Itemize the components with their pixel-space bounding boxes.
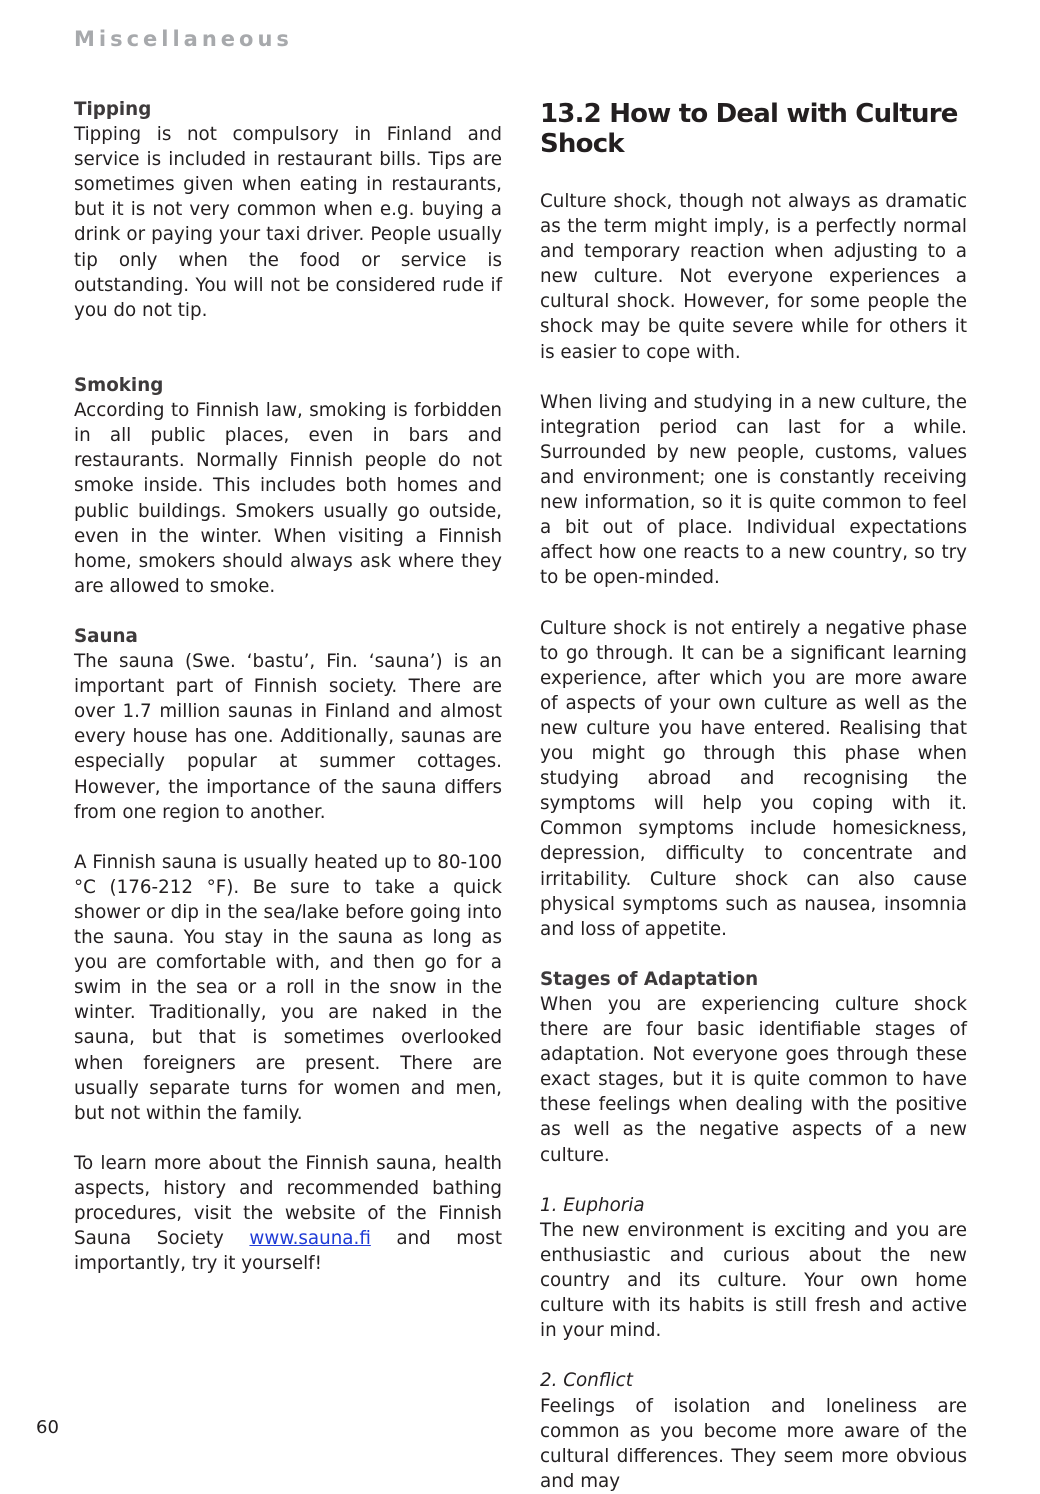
right-column bbox=[540, 97, 967, 1494]
conflict-paragraph: Feelings of isolation and loneliness are common as you become more aware of the cultural differences. They seem more obvious and may bbox=[540, 1395, 967, 1492]
smoking-paragraph: According to Finnish law, smoking is forbidden in all public places, even in bars and restaurants. Normally Finnish people do not smoke inside. This includes both homes and public buildings. Smokers usually go outside, even in the winter. When visiting a Finnish home, smokers should always ask where they are allowed to smoke. bbox=[74, 400, 502, 597]
stages-paragraph: When you are experiencing culture shock there are four basic identifiable stages of adaptation. Not everyone goes through these exact stages, but it is quite common to have these feelings when dealing with the positive as well as the negative aspects of a new culture. bbox=[540, 994, 967, 1166]
section-title: 13.2 How to Deal with Culture Shock bbox=[540, 99, 958, 159]
culture-shock-paragraph-1: Culture shock, though not always as dramatic as the term might imply, is a perfectly normal and temporary reaction when adjusting to a new culture. Not everyone experiences a cultural shock. However, for some people the shock may be quite severe while for others it is easier to cope with. bbox=[540, 191, 967, 363]
stages-heading: Stages of Adaptation bbox=[540, 968, 759, 990]
running-header: Miscellaneous bbox=[74, 27, 293, 51]
sauna-p3-text-after: and most importantly, try it yourself! bbox=[74, 1228, 502, 1275]
left-column bbox=[74, 97, 502, 1276]
euphoria-heading: 1. Euphoria bbox=[540, 1194, 645, 1216]
conflict-heading: 2. Conflict bbox=[540, 1370, 633, 1392]
culture-shock-paragraph-2: When living and studying in a new culture, the integration period can last for a while. Surrounded by new people, customs, values and environment; one is constantly receiving new information, so it is quite common to feel a bit out of place. Individual expectations affect how one reacts to a new country, so try to be open-minded. bbox=[540, 391, 967, 589]
sauna-paragraph-1: The sauna (Swe. ‘bastu’, Fin. ‘sauna’) is an important part of Finnish society. There are over 1.7 million saunas in Finland and almost every house has one. Additionally, saunas are especially popular at summer cottages. However, the importance of the sauna differs from one region to another. bbox=[74, 651, 502, 823]
page-number: 60 bbox=[36, 1417, 59, 1438]
sauna-website-link[interactable]: www.sauna.fi bbox=[249, 1228, 371, 1250]
tipping-heading: Tipping bbox=[74, 99, 152, 120]
sauna-paragraph-2: A Finnish sauna is usually heated up to 80-100 °C (176-212 °F). Be sure to take a quick shower or dip in the sea/lake before going into the sauna. You stay in the sauna as long as you are comfortable with, and then go for a swim in the sea or a roll in the snow in the winter. Traditionally, you are naked in the sauna, but that is sometimes overlooked when foreigners are present. There are usually separate turns for women and men, but not within the family. bbox=[74, 851, 502, 1124]
sauna-paragraph-3 bbox=[74, 1151, 502, 1276]
sauna-p3-text-before: To learn more about the Finnish sauna, health aspects, history and recommended bathing procedures, visit the website of the Finnish Sauna Society bbox=[74, 1152, 502, 1250]
euphoria-paragraph: The new environment is exciting and you are enthusiastic and curious about the new country and its culture. Your own home culture with its habits is still fresh and active in your mind. bbox=[540, 1219, 967, 1342]
smoking-heading: Smoking bbox=[74, 375, 164, 397]
culture-shock-paragraph-3: Culture shock is not entirely a negative phase to go through. It can be a significant learning experience, after which you are more aware of aspects of your own culture as well as the new culture you have entered. Realising that you might go through this phase when studying abroad and recognising the symptoms will help you coping with it. Common symptoms include homesickness, depression, difficulty to concentrate and irritability. Culture shock can also cause physical symptoms such as nausea, insomnia and loss of appetite. bbox=[540, 617, 967, 940]
tipping-paragraph: Tipping is not compulsory in Finland and service is included in restaurant bills. Tips are sometimes given when eating in restaurants, but it is not very common when e.g. buying a drink or paying your taxi driver. People usually tip only when the food or service is outstanding. You will not be considered rude if you do not tip. bbox=[74, 124, 502, 321]
sauna-heading: Sauna bbox=[74, 625, 138, 647]
